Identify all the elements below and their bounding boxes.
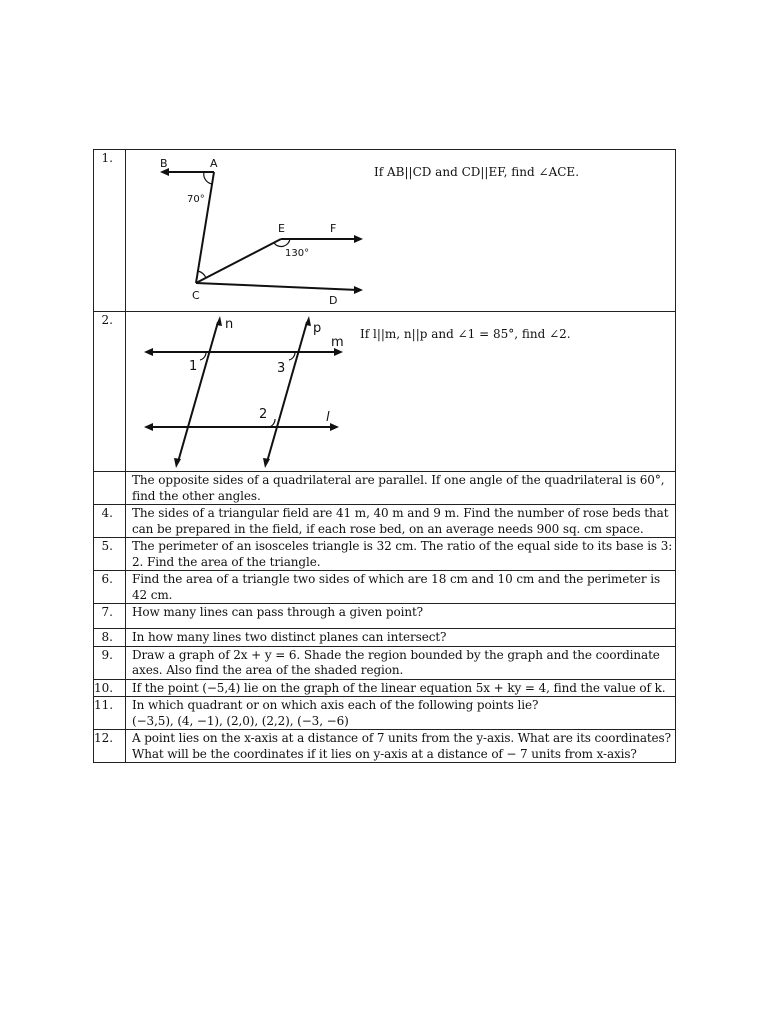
point-label-d: D — [329, 294, 338, 307]
arrow-d — [354, 286, 363, 294]
angle-arc-c — [198, 271, 206, 278]
question-number — [94, 472, 126, 505]
question-cell — [126, 730, 676, 763]
question-number: 6. — [94, 571, 126, 604]
angle-arc-e — [274, 239, 290, 247]
question-number: 4. — [94, 505, 126, 538]
arrow-m-end — [144, 348, 153, 356]
point-label-a: A — [210, 157, 218, 170]
question-number: 12. — [94, 730, 126, 763]
point-label-f: F — [330, 222, 337, 235]
question-row — [94, 571, 676, 604]
point-label-b: B — [160, 157, 168, 170]
arrow-p — [305, 316, 311, 326]
line-label-m: m — [331, 335, 344, 350]
question-number: 1. — [94, 150, 126, 312]
angle-arc-2 — [269, 419, 275, 427]
question-text: In which quadrant or on which axis each of the following points lie? — [132, 698, 539, 712]
question-row — [94, 538, 676, 571]
question-number: 9. — [94, 646, 126, 679]
angle-label-e: 130° — [285, 248, 310, 259]
point-label-e: E — [278, 222, 285, 235]
angle-label-3: 3 — [277, 361, 286, 376]
question-row — [94, 472, 676, 505]
segment-ce — [196, 239, 281, 283]
line-label-n: n — [225, 317, 234, 332]
question-text: Draw a graph of 2x + y = 6. Shade the region bounded by the graph and the coordinate axes. Also find the area of the shaded region. — [126, 646, 676, 679]
question-row — [94, 629, 676, 647]
question-text: The sides of a triangular field are 41 m, 40 m and 9 m. Find the number of rose beds that can be prepared in the field, if each rose bed, on an average needs 900 sq. cm space. — [126, 505, 676, 538]
arrow-p-end — [263, 458, 270, 468]
question-number: 5. — [94, 538, 126, 571]
angle-arc-1 — [200, 352, 206, 360]
question-number: 11. — [94, 697, 126, 730]
questions-table — [93, 149, 676, 763]
question-cell — [126, 312, 676, 472]
arrow-l-end — [144, 423, 153, 431]
question-text: How many lines can pass through a given point? — [126, 604, 676, 629]
question-row — [94, 505, 676, 538]
question-points: (−3,5), (4, −1), (2,0), (2,2), (−3, −6) — [132, 713, 349, 728]
question-row — [94, 679, 676, 697]
angle-label-a: 70° — [187, 194, 205, 205]
point-label-c: C — [192, 289, 200, 302]
line-p — [267, 322, 307, 462]
segment-ac — [196, 172, 214, 283]
angle-arc-3 — [289, 352, 295, 360]
line-label-p: p — [313, 321, 322, 336]
segment-cd — [196, 283, 358, 290]
question-text: Find the area of a triangle two sides of which are 18 cm and 10 cm and the perimeter is 42 cm. — [126, 571, 676, 604]
question-number: 2. — [94, 312, 126, 472]
question-row — [94, 604, 676, 629]
angle-label-2: 2 — [259, 407, 268, 422]
angle-arc-a — [204, 172, 212, 184]
question-number: 7. — [94, 604, 126, 629]
question-text: In how many lines two distinct planes can intersect? — [126, 629, 676, 647]
angle-label-1: 1 — [189, 359, 198, 374]
question-text: If AB||CD and CD||EF, find ∠ACE. — [374, 165, 580, 179]
question-number: 10. — [94, 679, 126, 697]
question-text: A point lies on the x-axis at a distance of 7 units from the y-axis. What are its coordinates? — [132, 731, 671, 745]
question-number: 8. — [94, 629, 126, 647]
arrow-n — [216, 316, 222, 326]
question-cell — [126, 150, 676, 312]
question-text: If l||m, n||p and ∠1 = 85°, find ∠2. — [360, 327, 571, 341]
question-text: If the point (−5,4) lie on the graph of the linear equation 5x + ky = 4, find the value of k. — [126, 679, 676, 697]
question-text: The opposite sides of a quadrilateral are parallel. If one angle of the quadrilateral is 60°, find the other angles. — [126, 472, 676, 505]
line-label-l: l — [326, 410, 330, 425]
line-n — [178, 322, 218, 462]
arrow-f — [354, 235, 363, 243]
question-row — [94, 312, 676, 472]
question-text: The perimeter of an isosceles triangle is 32 cm. The ratio of the equal side to its base is 3: 2. Find the area of the triangle. — [126, 538, 676, 571]
question-cell — [126, 697, 676, 730]
question-text-continued: What will be the coordinates if it lies on y-axis at a distance of − 7 units from x-axis? — [132, 746, 637, 761]
question-row — [94, 730, 676, 763]
question-row — [94, 150, 676, 312]
question-row — [94, 697, 676, 730]
arrow-l — [330, 423, 339, 431]
question-row — [94, 646, 676, 679]
arrow-n-end — [174, 458, 181, 468]
